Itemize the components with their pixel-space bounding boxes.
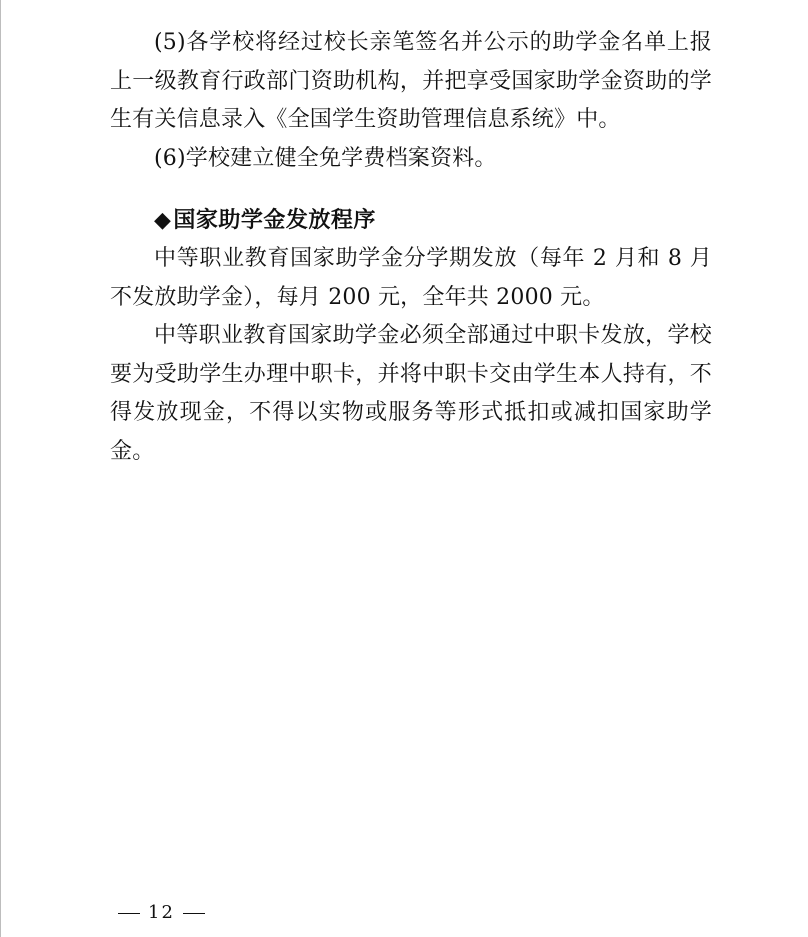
paragraph-item-5: (5)各学校将经过校长亲笔签名并公示的助学金名单上报上一级教育行政部门资助机构，并把享受国家助学金资助的学生有关信息录入《全国学生资助管理信息系统》中。: [110, 30, 712, 132]
section-heading: [110, 202, 712, 240]
page-number: 12: [148, 902, 175, 923]
paragraph-payment-method: 中等职业教育国家助学金必须全部通过中职卡发放，学校要为受助学生办理中职卡，并将中职卡交由学生本人持有，不得发放现金，不得以实物或服务等形式抵扣或减扣国家助学金。: [110, 323, 712, 464]
diamond-bullet-icon: ◆: [154, 208, 172, 233]
paragraph-payment-schedule: 中等职业教育国家助学金分学期发放（每年 2 月和 8 月不发放助学金），每月 200 元，全年共 2000 元。: [110, 246, 712, 310]
footer-dash-right: [183, 913, 205, 914]
footer-dash-left: [118, 913, 140, 914]
page-left-edge: [0, 0, 1, 937]
document-body: [110, 24, 712, 471]
paragraph-item-6: (6)学校建立健全免学费档案资料。: [154, 145, 497, 171]
section-title: 国家助学金发放程序: [173, 208, 376, 233]
page-footer: [110, 898, 213, 928]
